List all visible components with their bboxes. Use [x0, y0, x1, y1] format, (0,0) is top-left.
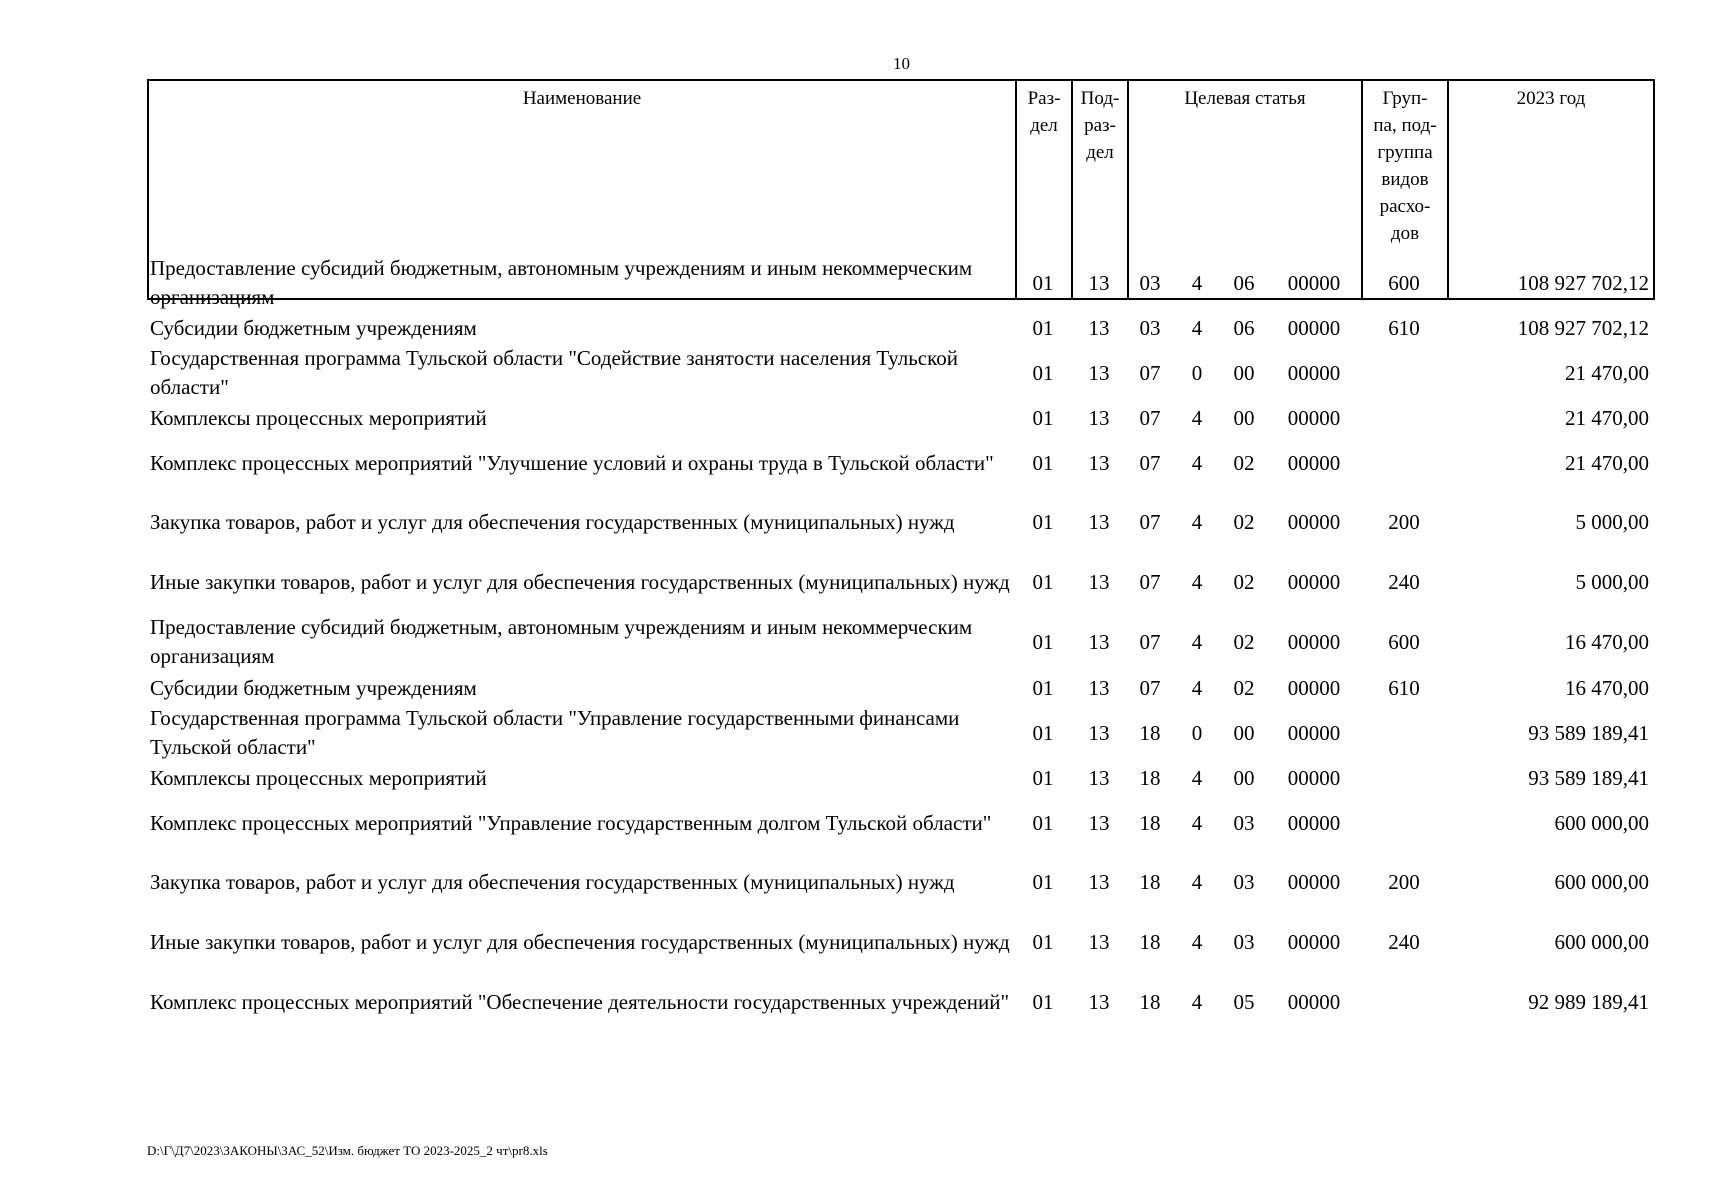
row-podrazdel: 13 — [1088, 929, 1110, 954]
row-target-direction: 00000 — [1287, 509, 1341, 534]
row-expense-group — [1361, 762, 1447, 794]
row-podrazdel: 13 — [1088, 869, 1110, 894]
row-target-direction: 00000 — [1287, 360, 1341, 385]
row-target-program: 07 — [1139, 509, 1161, 534]
row-expense-group: 200 — [1388, 869, 1420, 894]
table-row — [147, 402, 1653, 434]
row-amount: 5 000,00 — [1575, 569, 1649, 594]
row-razdel: 01 — [1032, 450, 1054, 475]
row-podrazdel: 13 — [1088, 810, 1110, 835]
row-target-direction: 00000 — [1287, 629, 1341, 654]
row-name: Комплекс процессных мероприятий "Управление государственным долгом Тульской области" — [150, 810, 992, 835]
row-razdel: 01 — [1032, 720, 1054, 745]
row-amount: 16 470,00 — [1565, 675, 1649, 700]
row-target-program: 18 — [1139, 810, 1161, 835]
row-expense-group: 600 — [1388, 270, 1420, 295]
row-amount: 93 589 189,41 — [1528, 720, 1649, 745]
row-target-program: 03 — [1139, 270, 1161, 295]
row-razdel: 01 — [1032, 509, 1054, 534]
row-amount: 92 989 189,41 — [1528, 989, 1649, 1014]
header-target: Целевая статья — [1128, 80, 1362, 299]
row-expense-group: 600 — [1388, 629, 1420, 654]
row-podrazdel: 13 — [1088, 360, 1110, 385]
row-target-type: 4 — [1191, 569, 1203, 594]
row-target-type: 4 — [1191, 509, 1203, 534]
row-target-type: 4 — [1191, 810, 1203, 835]
row-target-direction: 00000 — [1287, 989, 1341, 1014]
table-row — [147, 254, 1653, 312]
row-name: Комплекс процессных мероприятий "Обеспечение деятельности государственных учреждений" — [150, 989, 1010, 1014]
page-number: 10 — [893, 54, 910, 73]
row-expense-group — [1361, 972, 1447, 1032]
row-target-program: 07 — [1139, 675, 1161, 700]
row-target-sub: 00 — [1233, 405, 1255, 430]
header-name: Наименование — [148, 80, 1016, 299]
table-row — [147, 312, 1653, 344]
row-target-type: 4 — [1191, 675, 1203, 700]
row-razdel: 01 — [1032, 869, 1054, 894]
row-podrazdel: 13 — [1088, 270, 1110, 295]
row-target-sub: 02 — [1233, 450, 1255, 475]
row-target-program: 18 — [1139, 720, 1161, 745]
header-group: Груп- па, под- группа видов расхо- дов — [1362, 80, 1448, 299]
row-target-direction: 00000 — [1287, 569, 1341, 594]
row-target-type: 4 — [1191, 989, 1203, 1014]
row-target-sub: 06 — [1233, 270, 1255, 295]
row-razdel: 01 — [1032, 810, 1054, 835]
row-name: Комплексы процессных мероприятий — [150, 765, 487, 790]
table-row — [147, 704, 1653, 762]
row-amount: 5 000,00 — [1575, 509, 1649, 534]
row-target-direction: 00000 — [1287, 929, 1341, 954]
row-target-program: 07 — [1139, 450, 1161, 475]
row-target-program: 07 — [1139, 360, 1161, 385]
row-target-program: 18 — [1139, 869, 1161, 894]
table-row — [147, 552, 1653, 612]
row-target-type: 4 — [1191, 765, 1203, 790]
row-razdel: 01 — [1032, 360, 1054, 385]
table-row — [147, 852, 1653, 912]
row-amount: 108 927 702,12 — [1517, 270, 1649, 295]
row-name: Закупка товаров, работ и услуг для обеспечения государственных (муниципальных) нужд — [150, 869, 955, 894]
row-razdel: 01 — [1032, 315, 1054, 340]
table-row — [147, 794, 1653, 852]
row-expense-group: 240 — [1388, 569, 1420, 594]
row-target-direction: 00000 — [1287, 450, 1341, 475]
row-name: Предоставление субсидий бюджетным, автономным учреждениям и иным некоммерческим организациям — [150, 615, 973, 668]
row-expense-group: 610 — [1388, 675, 1420, 700]
header-razdel: Раз- дел — [1016, 80, 1072, 299]
row-expense-group — [1361, 434, 1447, 492]
row-podrazdel: 13 — [1088, 629, 1110, 654]
row-podrazdel: 13 — [1088, 720, 1110, 745]
row-target-type: 4 — [1191, 629, 1203, 654]
row-razdel: 01 — [1032, 675, 1054, 700]
row-target-program: 18 — [1139, 765, 1161, 790]
header-podrazdel: Под- раз- дел — [1072, 80, 1128, 299]
row-target-direction: 00000 — [1287, 869, 1341, 894]
row-target-sub: 02 — [1233, 675, 1255, 700]
row-amount: 600 000,00 — [1554, 929, 1649, 954]
row-expense-group: 240 — [1388, 929, 1420, 954]
row-razdel: 01 — [1032, 765, 1054, 790]
row-expense-group: 200 — [1388, 509, 1420, 534]
row-target-type: 4 — [1191, 315, 1203, 340]
row-razdel: 01 — [1032, 929, 1054, 954]
row-razdel: 01 — [1032, 405, 1054, 430]
row-name: Субсидии бюджетным учреждениям — [150, 315, 477, 340]
table-row — [147, 912, 1653, 972]
row-target-program: 07 — [1139, 569, 1161, 594]
row-amount: 21 470,00 — [1565, 360, 1649, 385]
row-name: Комплексы процессных мероприятий — [150, 405, 487, 430]
row-target-direction: 00000 — [1287, 720, 1341, 745]
row-name: Иные закупки товаров, работ и услуг для обеспечения государственных (муниципальных) нужд — [150, 929, 1010, 954]
row-target-sub: 00 — [1233, 765, 1255, 790]
row-target-program: 03 — [1139, 315, 1161, 340]
row-expense-group — [1361, 402, 1447, 434]
row-amount: 16 470,00 — [1565, 629, 1649, 654]
row-target-sub: 05 — [1233, 989, 1255, 1014]
row-target-type: 0 — [1191, 720, 1203, 745]
row-podrazdel: 13 — [1088, 450, 1110, 475]
row-target-sub: 00 — [1233, 360, 1255, 385]
row-target-program: 07 — [1139, 405, 1161, 430]
row-target-type: 4 — [1191, 929, 1203, 954]
budget-table — [147, 254, 1653, 1032]
row-podrazdel: 13 — [1088, 509, 1110, 534]
row-target-type: 4 — [1191, 869, 1203, 894]
row-target-sub: 06 — [1233, 315, 1255, 340]
row-target-type: 4 — [1191, 270, 1203, 295]
row-target-sub: 03 — [1233, 929, 1255, 954]
row-podrazdel: 13 — [1088, 989, 1110, 1014]
row-amount: 93 589 189,41 — [1528, 765, 1649, 790]
row-razdel: 01 — [1032, 989, 1054, 1014]
row-razdel: 01 — [1032, 629, 1054, 654]
row-name: Государственная программа Тульской области "Управление государственными финансами Тульской области" — [150, 706, 960, 759]
table-row — [147, 492, 1653, 552]
row-podrazdel: 13 — [1088, 315, 1110, 340]
row-amount: 21 470,00 — [1565, 405, 1649, 430]
row-target-type: 0 — [1191, 360, 1203, 385]
file-path-footer: D:\Г\Д7\2023\ЗАКОНЫ\ЗАС_52\Изм. бюджет ТО 2023-2025_2 чт\pr8.xls — [147, 1143, 548, 1158]
row-razdel: 01 — [1032, 270, 1054, 295]
row-target-sub: 02 — [1233, 569, 1255, 594]
row-name: Субсидии бюджетным учреждениям — [150, 675, 477, 700]
row-expense-group — [1361, 794, 1447, 852]
row-target-direction: 00000 — [1287, 270, 1341, 295]
row-target-sub: 02 — [1233, 629, 1255, 654]
row-podrazdel: 13 — [1088, 765, 1110, 790]
row-target-program: 18 — [1139, 989, 1161, 1014]
table-row — [147, 762, 1653, 794]
row-amount: 600 000,00 — [1554, 869, 1649, 894]
table-row — [147, 672, 1653, 704]
table-row — [147, 612, 1653, 672]
row-target-sub: 03 — [1233, 810, 1255, 835]
header-year: 2023 год — [1448, 80, 1654, 299]
row-podrazdel: 13 — [1088, 675, 1110, 700]
row-target-sub: 02 — [1233, 509, 1255, 534]
row-podrazdel: 13 — [1088, 569, 1110, 594]
row-target-sub: 03 — [1233, 869, 1255, 894]
row-target-direction: 00000 — [1287, 405, 1341, 430]
row-target-program: 18 — [1139, 929, 1161, 954]
row-target-sub: 00 — [1233, 720, 1255, 745]
row-podrazdel: 13 — [1088, 405, 1110, 430]
row-expense-group — [1361, 344, 1447, 402]
table-row — [147, 344, 1653, 402]
row-amount: 600 000,00 — [1554, 810, 1649, 835]
row-name: Иные закупки товаров, работ и услуг для обеспечения государственных (муниципальных) нужд — [150, 569, 1010, 594]
row-target-direction: 00000 — [1287, 765, 1341, 790]
row-target-type: 4 — [1191, 450, 1203, 475]
row-name: Закупка товаров, работ и услуг для обеспечения государственных (муниципальных) нужд — [150, 509, 955, 534]
row-name: Комплекс процессных мероприятий "Улучшение условий и охраны труда в Тульской области" — [150, 450, 994, 475]
row-amount: 21 470,00 — [1565, 450, 1649, 475]
row-expense-group — [1361, 704, 1447, 762]
row-razdel: 01 — [1032, 569, 1054, 594]
row-target-direction: 00000 — [1287, 315, 1341, 340]
row-name: Предоставление субсидий бюджетным, автономным учреждениям и иным некоммерческим организациям — [150, 256, 973, 309]
row-name: Государственная программа Тульской области "Содействие занятости населения Тульской области" — [150, 346, 958, 399]
row-target-direction: 00000 — [1287, 675, 1341, 700]
row-target-type: 4 — [1191, 405, 1203, 430]
row-expense-group: 610 — [1388, 315, 1420, 340]
row-amount: 108 927 702,12 — [1517, 315, 1649, 340]
row-target-direction: 00000 — [1287, 810, 1341, 835]
table-row — [147, 972, 1653, 1032]
table-row — [147, 434, 1653, 492]
row-target-program: 07 — [1139, 629, 1161, 654]
